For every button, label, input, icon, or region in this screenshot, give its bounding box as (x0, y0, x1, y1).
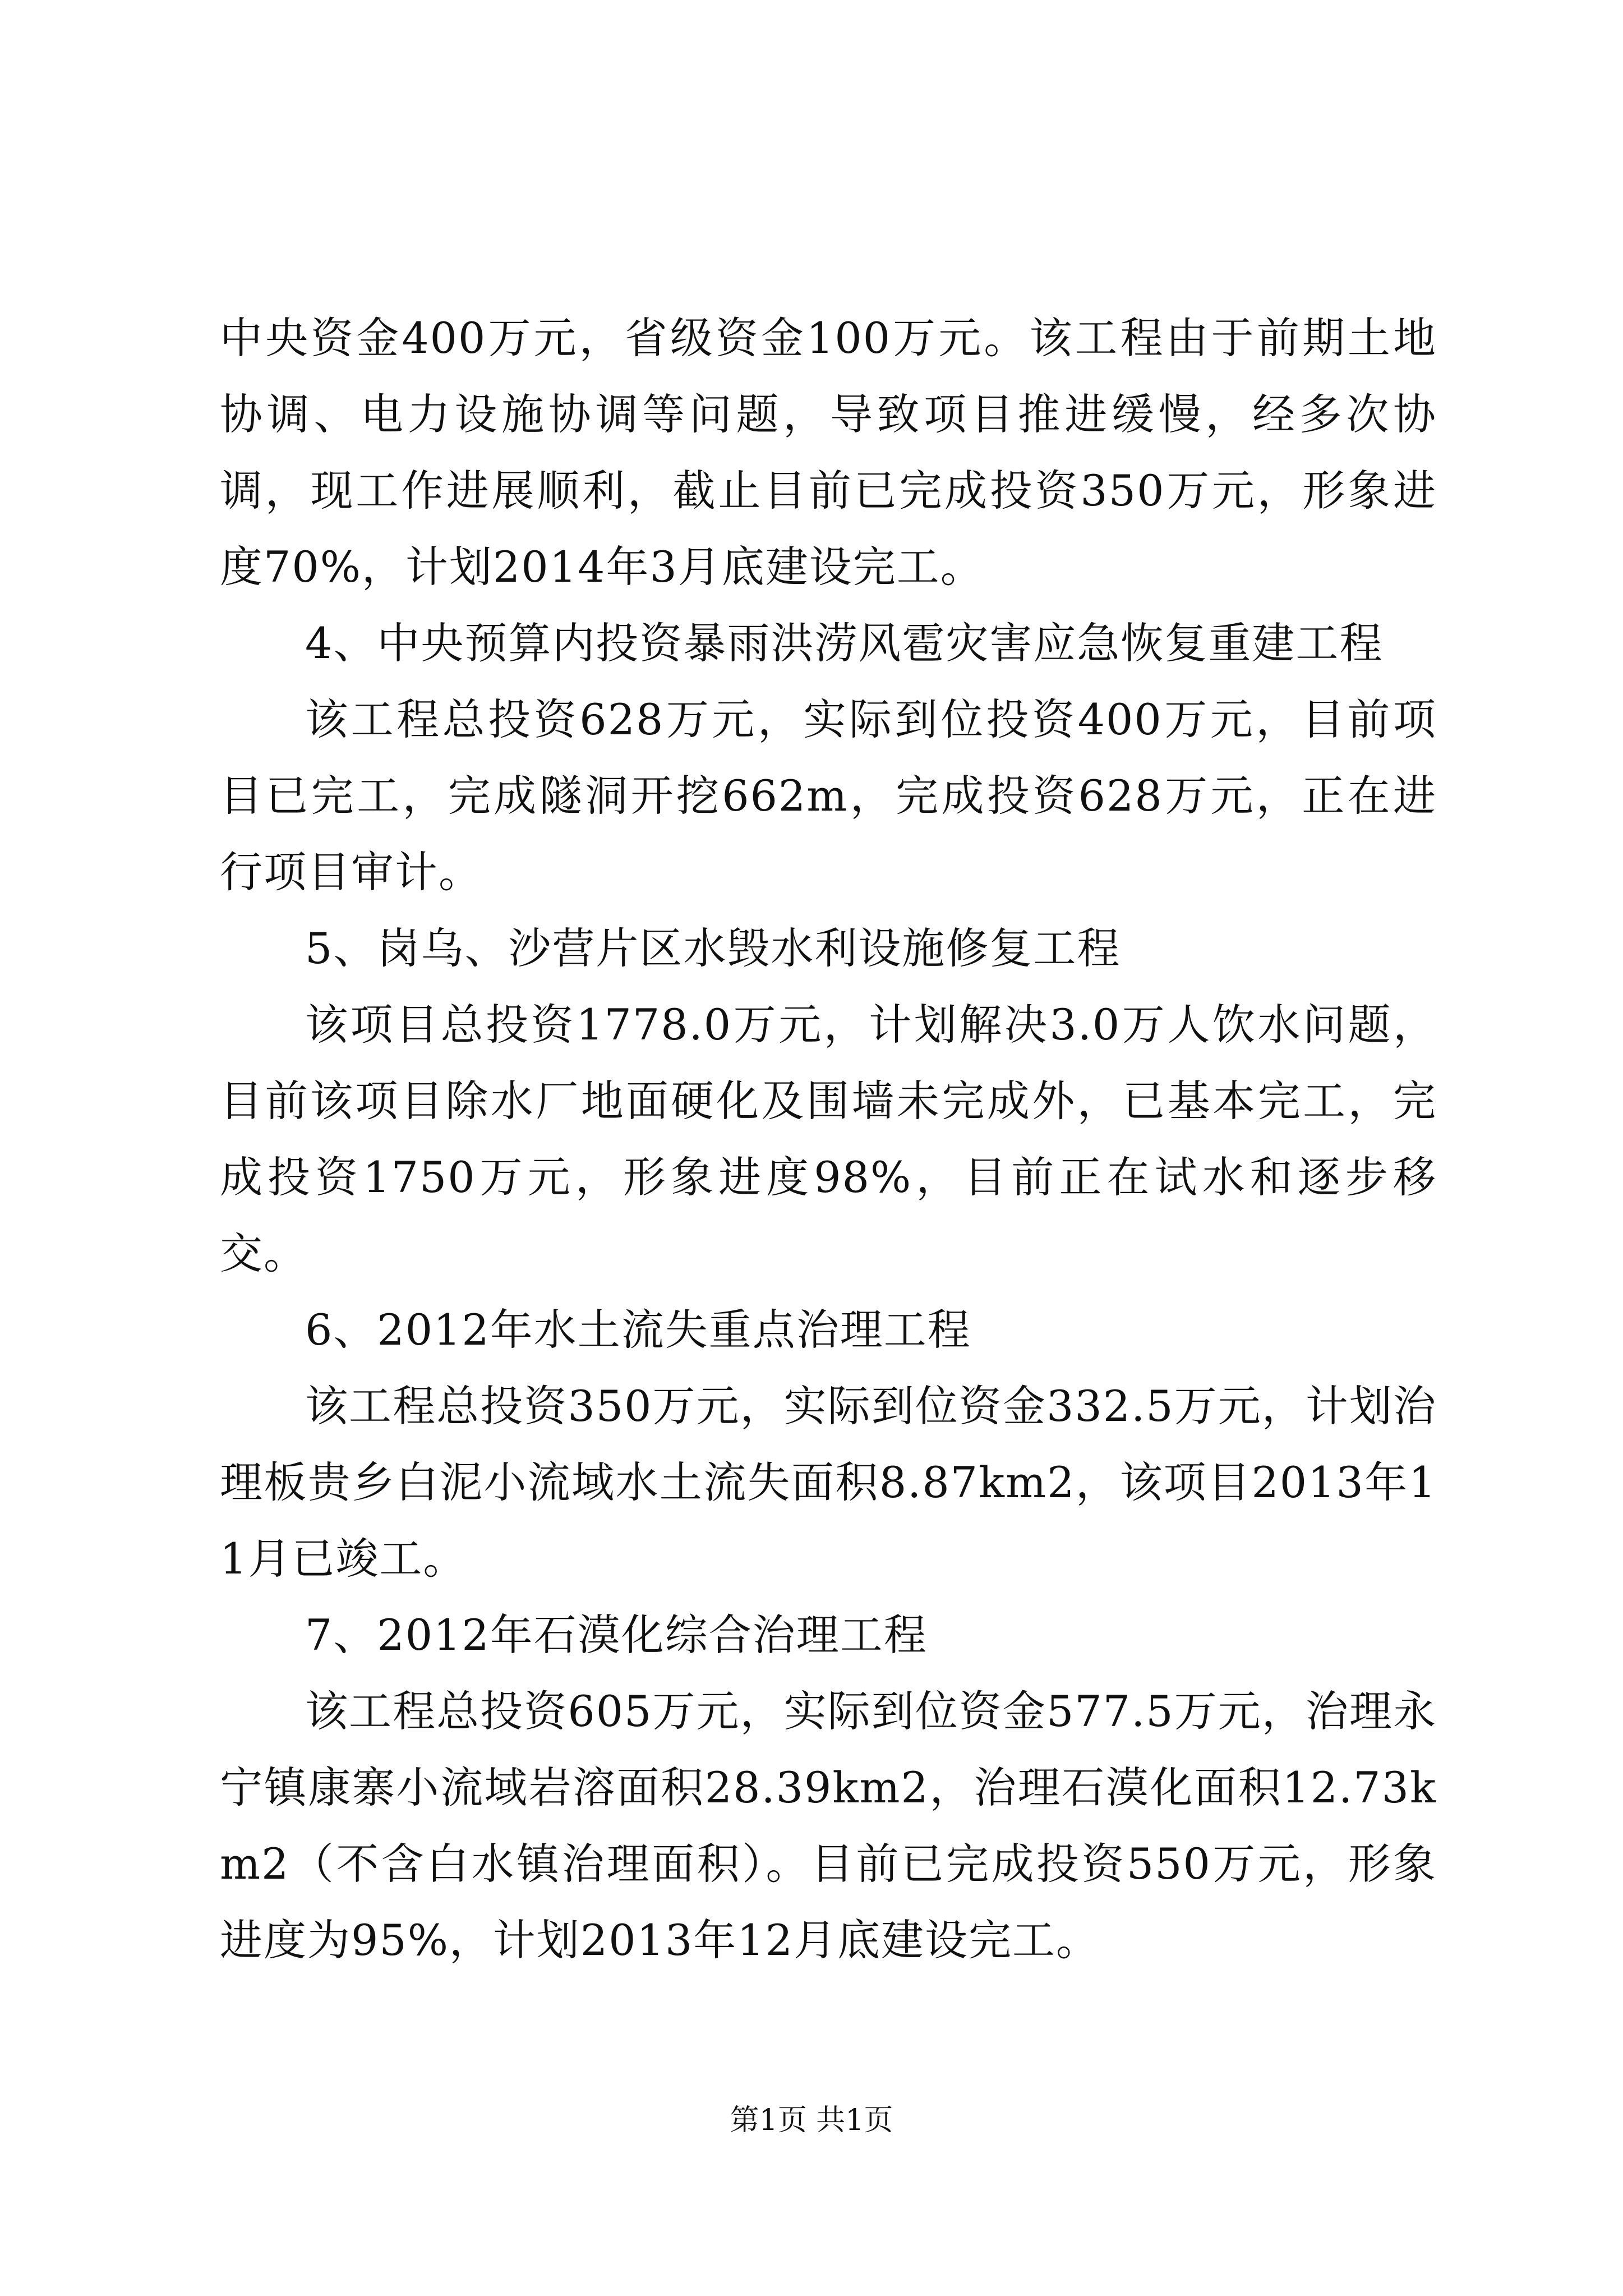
paragraph-section-4: 该工程总投资628万元，实际到位投资400万元，目前项目已完工，完成隧洞开挖662m，完成投资628万元，正在进行项目审计。 (220, 694, 1437, 897)
section-heading-6: 6、2012年水土流失重点治理工程 (305, 1305, 971, 1355)
section-heading-5: 5、岗乌、沙营片区水毁水利设施修复工程 (305, 923, 1121, 973)
section-heading-4: 4、中央预算内投资暴雨洪涝风雹灾害应急恢复重建工程 (305, 618, 1384, 668)
paragraph-section-5: 该项目总投资1778.0万元，计划解决3.0万人饮水问题，目前该项目除水厂地面硬化及围墙未完成外，已基本完工，完成投资1750万元，形象进度98%，目前正在试水和逐步移交。 (220, 1000, 1437, 1278)
paragraph-section-6: 该工程总投资350万元，实际到位资金332.5万元，计划治理板贵乡白泥小流域水土流失面积8.87km2，该项目2013年11月已竣工。 (220, 1381, 1437, 1584)
paragraph-continuation: 中央资金400万元，省级资金100万元。该工程由于前期土地协调、电力设施协调等问题，导致项目推进缓慢，经多次协调，现工作进展顺利，截止目前已完成投资350万元，形象进度70%，计划2014年3月底建设完工。 (220, 313, 1437, 592)
paragraph-section-7: 该工程总投资605万元，实际到位资金577.5万元，治理永宁镇康寨小流域岩溶面积28.39km2，治理石漠化面积12.73km2（不含白水镇治理面积）。目前已完成投资550万元，形象进度为95%，计划2013年12月底建设完工。 (220, 1686, 1437, 1965)
document-body (220, 300, 1437, 1978)
section-heading-7: 7、2012年石漠化综合治理工程 (305, 1610, 928, 1660)
page-number-footer: 第1页 共1页 (730, 2104, 893, 2137)
